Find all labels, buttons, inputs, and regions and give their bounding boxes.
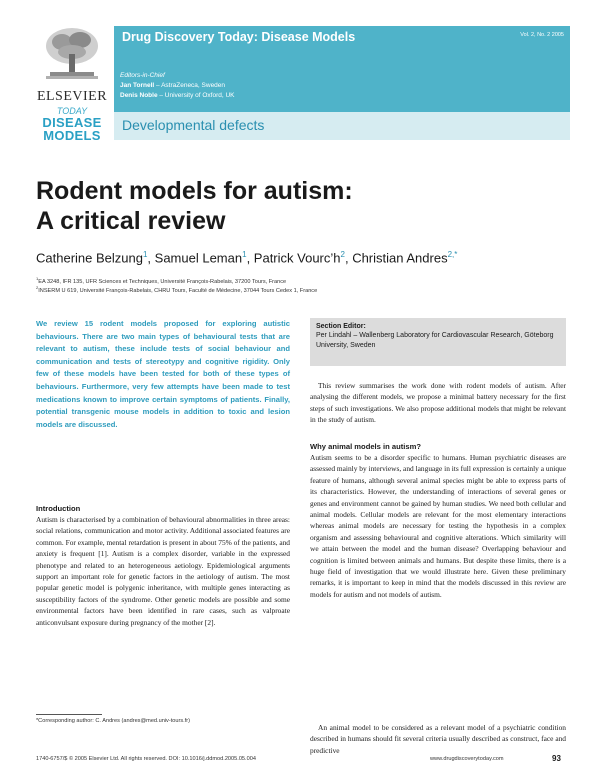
editor-2	[120, 92, 235, 99]
journal-header-bar	[114, 26, 570, 112]
publisher-name: ELSEVIER	[36, 89, 108, 104]
title-line-2: A critical review	[36, 207, 226, 235]
abstract: We review 15 rodent models proposed for exploring autistic behaviours. There are two main types of behavioural tests that are relevant to autism, these include tests of social behaviour and communication and tests of stereotypy and cognitive rigidity. Only few of these models have been tested for both of these types of behaviours. Furthermore, very few attempts have been made to test medications known to improve certain symptoms of patients. Finally, potential transgenic mouse models in addition to toxic and lesion models are discussed.	[36, 319, 290, 429]
journal-website: www.drugdiscoverytoday.com	[430, 756, 504, 762]
author-affiliation-mark: 1	[242, 250, 247, 259]
section-editor-title: Section Editor:	[316, 323, 366, 330]
logo-models: MODELS	[43, 128, 101, 143]
author-name: Samuel Leman	[154, 250, 243, 266]
editors-label: Editors-in-Chief	[120, 72, 165, 79]
affiliation-1-mark: 1	[36, 276, 39, 281]
copyright-doi: 1740-6757/$ © 2005 Elsevier Ltd. All rights reserved. DOI: 10.1016/j.ddmod.2005.05.004	[36, 756, 256, 762]
affiliation-1	[36, 276, 286, 285]
affiliation-2	[36, 285, 317, 294]
author-affiliation-mark: 1	[142, 250, 148, 259]
affiliation-2-text: INSERM U 619, Université François-Rabelais, CHRU Tours, Faculté de Médecine, 37044 Tours Cedex 1, France	[38, 287, 318, 294]
section-editor-text: Per Lindahl – Wallenberg Laboratory for Cardiovascular Research, Göteborg University, Sweden	[316, 332, 554, 349]
title-line-1: Rodent models for autism:	[36, 177, 353, 205]
section-bar	[114, 112, 570, 140]
section-editor-box	[310, 318, 566, 366]
editor-1	[120, 82, 225, 89]
logo-disease: DISEASE	[42, 115, 102, 130]
author-affiliation-mark: 2	[340, 250, 345, 259]
why-animal-models-heading: Why animal models in autism?	[310, 442, 421, 451]
author-affiliation-mark: 2,*	[447, 250, 458, 259]
footnote-divider	[36, 714, 102, 715]
author-separator: ,	[246, 250, 254, 266]
affiliation-2-mark: 2	[36, 285, 39, 290]
journal-title: Drug Discovery Today: Disease Models	[122, 30, 356, 44]
article-title	[36, 176, 353, 236]
publisher-logo	[36, 24, 108, 142]
why-animal-models-text: Autism seems to be a disorder specific to humans. Human psychiatric diseases are assessed mainly by interviews, and language in its full expression is certainly a unique feature of humans, although several animal species might be able to express parts of its characteristics. However, the understanding of interactions of several genes or genes and environment cannot be gained by human studies. We need both cellular and animal models. Cellular models are relevant for the most elementary interactions whereas animal models are necessary for testing the hypothesis in a complex organism and assessing behavioural and cognitive alterations. Which similarity will we attain between the model and the human disease? Overlapping behaviour and cognition is limited between animals and humans. But despite these limits, there is a huge field of investigation that we would illustrate here. Given these preliminary remarks, it is important to keep in mind that the models discussed in this review are models for autism and not models of autism.	[310, 453, 566, 599]
author-separator: ,	[344, 250, 353, 266]
elsevier-tree-icon	[40, 24, 104, 82]
author-list	[36, 250, 457, 265]
logo-today: TODAY	[56, 106, 88, 116]
editor-1-affiliation: – AstraZeneca, Sweden	[154, 82, 226, 89]
editor-2-name: Denis Noble	[120, 92, 158, 99]
author-separator: ,	[147, 250, 155, 266]
volume-info: Vol. 2, No. 2 2005	[520, 32, 564, 38]
editor-2-affiliation: – University of Oxford, UK	[157, 92, 235, 99]
author-name: Patrick Vourc’h	[253, 250, 341, 266]
introduction-heading: Introduction	[36, 504, 81, 513]
corresponding-author-footnote: *Corresponding author: C. Andres (andres@med.univ-tours.fr)	[36, 718, 190, 724]
animal-model-criteria-text: An animal model to be considered as a relevant model of a psychiatric condition described in humans should fit several criteria usually described as construct, face and predictive	[310, 723, 566, 755]
introduction-text: Autism is characterised by a combination of behavioural abnormalities in three areas: social relations, communication and motor activity. Additional associated features are common. For example, mental retardation is present in about 75% of the patients, and anxiety is frequent [1]. Autism is a complex disorder, variable in the expressed phenotype and related to an heterogeneous aetiology. Epidemiological arguments support an important role for genetic factors in the aetiology of autism. The most popular genetic model is polygenic inheritance, with multiple genes interacting as susceptibility factors of the syndrome. Other genetic models are possible and some environmental factors have been identified in rare cases, such as valproate anticonvulsant exposure during pregnancy of the mother [2].	[36, 515, 290, 627]
summary-paragraph: This review summarises the work done with rodent models of autism. After analysing the different models, we propose a minimal battery necessary for the first steps of such investigations. We also propose additional models that might be relevant in the study of autism.	[310, 381, 566, 425]
author-name: Christian Andres	[352, 250, 448, 266]
editor-1-name: Jan Tornell	[120, 82, 155, 89]
author-name: Catherine Belzung	[36, 250, 143, 266]
affiliation-1-text: EA 3248, IFR 135, UFR Sciences et Techniques, Université François-Rabelais, 37200 Tours, France	[38, 278, 287, 285]
section-title: Developmental defects	[122, 117, 265, 133]
page-number: 93	[552, 754, 561, 763]
